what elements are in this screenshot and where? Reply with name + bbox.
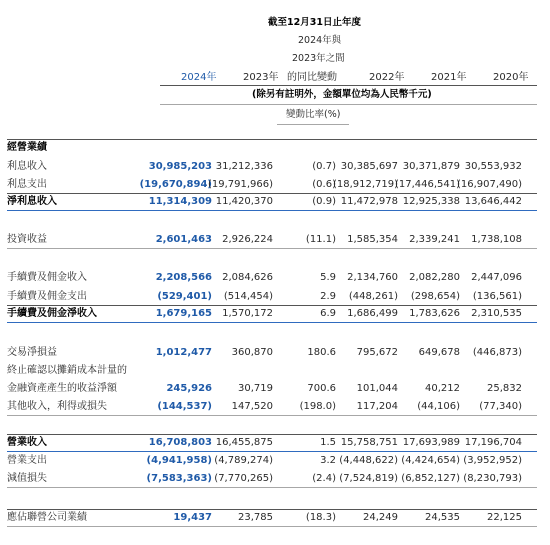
row-rule: [7, 193, 537, 194]
row-label: 交易淨損益: [7, 347, 57, 358]
row-label: 終止確認以攤銷成本計量的: [7, 365, 127, 376]
row-rule: [7, 322, 537, 323]
row-value: (529,401): [157, 291, 212, 302]
row-label: 手續費及佣金淨收入: [7, 308, 97, 319]
row-value: 649,678: [418, 347, 460, 358]
year-2023: 2023年: [243, 72, 279, 83]
row-value: (198.0): [299, 401, 336, 412]
row-value: (7,770,265): [214, 473, 273, 484]
row-value: (446,873): [472, 347, 522, 358]
row-value: 30,371,879: [402, 161, 460, 172]
row-label: 淨利息收入: [7, 196, 57, 207]
row-value: (11.1): [305, 234, 336, 245]
row-value: 23,785: [238, 512, 273, 523]
row-value: 360,870: [231, 347, 273, 358]
row-rule: [7, 305, 537, 306]
row-label: 手續費及佣金支出: [7, 291, 87, 302]
row-value: (136,561): [472, 291, 522, 302]
row-value: (6,852,127): [401, 473, 460, 484]
year-2024: 2024年: [181, 72, 217, 83]
row-value: 1,679,165: [155, 308, 212, 319]
row-value: (17,446,541): [394, 179, 460, 190]
row-value: 15,758,751: [340, 437, 398, 448]
row-label: 應佔聯營公司業績: [7, 512, 87, 523]
row-label: 減值損失: [7, 473, 47, 484]
row-value: 22,125: [487, 512, 522, 523]
row-value: 180.6: [307, 347, 336, 358]
row-label: 營業支出: [7, 455, 47, 466]
period-header: 截至12月31日止年度: [268, 17, 361, 28]
ratio-rule: [277, 124, 349, 125]
row-value: (19,670,894): [139, 179, 212, 190]
row-rule: [7, 451, 537, 452]
row-value: (16,907,490): [456, 179, 522, 190]
row-value: (7,524,819): [339, 473, 398, 484]
row-value: (298,654): [410, 291, 460, 302]
row-value: 1,585,354: [347, 234, 398, 245]
row-label: 手續費及佣金收入: [7, 272, 87, 283]
row-value: 12,925,338: [402, 196, 460, 207]
row-rule: [7, 509, 537, 510]
row-value: 13,646,442: [464, 196, 522, 207]
row-value: 1,012,477: [155, 347, 212, 358]
row-value: 2.9: [320, 291, 336, 302]
units-rule: [160, 104, 537, 105]
row-value: 25,832: [487, 383, 522, 394]
row-value: 147,520: [231, 401, 273, 412]
row-value: 19,437: [173, 512, 212, 523]
row-value: (4,941,958): [146, 455, 212, 466]
row-value: 1,738,108: [471, 234, 522, 245]
row-value: 30,719: [238, 383, 273, 394]
row-rule: [7, 210, 537, 211]
row-rule: [7, 415, 537, 416]
row-value: 101,044: [356, 383, 398, 394]
row-value: 11,420,370: [215, 196, 273, 207]
row-value: 700.6: [307, 383, 336, 394]
year-2020: 2020年: [493, 72, 529, 83]
row-label: 營業收入: [7, 437, 47, 448]
row-value: 245,926: [166, 383, 212, 394]
units-note: (除另有註明外，金額單位均為人民幣千元): [252, 89, 432, 100]
row-value: 1,570,172: [222, 308, 273, 319]
row-value: (0.7): [312, 161, 336, 172]
row-value: 2,084,626: [222, 272, 273, 283]
row-value: 24,535: [425, 512, 460, 523]
row-value: (4,424,654): [401, 455, 460, 466]
change-header-line2: 2023年之間: [292, 53, 345, 64]
row-rule: [7, 139, 537, 140]
row-label: 利息支出: [7, 179, 47, 190]
row-value: (0.6): [312, 179, 336, 190]
row-rule: [7, 526, 537, 527]
row-value: 1,783,626: [409, 308, 460, 319]
row-value: 3.2: [320, 455, 336, 466]
row-value: 17,196,704: [464, 437, 522, 448]
row-value: (18,912,719): [332, 179, 398, 190]
row-rule: [7, 487, 537, 488]
row-label: 經營業績: [7, 142, 47, 153]
row-value: 16,708,803: [148, 437, 212, 448]
row-value: (4,789,274): [214, 455, 273, 466]
row-value: (18.3): [305, 512, 336, 523]
row-value: 2,310,535: [471, 308, 522, 319]
row-value: 30,985,203: [148, 161, 212, 172]
row-value: 11,472,978: [340, 196, 398, 207]
row-value: 1,686,499: [347, 308, 398, 319]
row-value: 11,314,309: [148, 196, 212, 207]
row-label: 其他收入，利得或損失: [7, 401, 107, 412]
row-value: (7,583,363): [146, 473, 212, 484]
row-value: (514,454): [223, 291, 273, 302]
row-value: 6.9: [320, 308, 336, 319]
row-value: 2,134,760: [347, 272, 398, 283]
row-value: (44,106): [417, 401, 460, 412]
year-2022: 2022年: [369, 72, 405, 83]
row-value: 30,385,697: [340, 161, 398, 172]
row-value: 30,553,932: [464, 161, 522, 172]
row-value: 2,926,224: [222, 234, 273, 245]
row-value: 16,455,875: [215, 437, 273, 448]
row-value: (77,340): [479, 401, 522, 412]
row-value: 795,672: [356, 347, 398, 358]
row-value: (19,791,966): [207, 179, 273, 190]
row-value: 2,082,280: [409, 272, 460, 283]
change-ratio-label: 變動比率(%): [286, 109, 341, 120]
row-value: 17,693,989: [402, 437, 460, 448]
year-2021: 2021年: [431, 72, 467, 83]
row-value: (3,952,952): [463, 455, 522, 466]
yoy-change-header: 的同比變動: [287, 72, 337, 83]
row-value: 117,204: [356, 401, 398, 412]
row-value: (0.9): [312, 196, 336, 207]
row-value: 2,208,566: [155, 272, 212, 283]
change-header-line1: 2024年與: [298, 35, 342, 46]
row-value: 2,447,096: [471, 272, 522, 283]
row-value: 24,249: [363, 512, 398, 523]
header-rule: [160, 85, 537, 86]
row-rule: [7, 248, 537, 249]
row-label: 投資收益: [7, 234, 47, 245]
row-value: 5.9: [320, 272, 336, 283]
row-rule: [7, 434, 537, 435]
row-value: 40,212: [425, 383, 460, 394]
row-label: 利息收入: [7, 161, 47, 172]
row-value: (2.4): [312, 473, 336, 484]
row-value: (8,230,793): [463, 473, 522, 484]
row-value: 1.5: [320, 437, 336, 448]
row-value: 2,601,463: [155, 234, 212, 245]
row-value: (144,537): [157, 401, 212, 412]
row-value: 2,339,241: [409, 234, 460, 245]
row-value: (4,448,622): [339, 455, 398, 466]
row-label: 金融資產產生的收益淨額: [7, 383, 117, 394]
row-value: (448,261): [348, 291, 398, 302]
row-value: 31,212,336: [215, 161, 273, 172]
